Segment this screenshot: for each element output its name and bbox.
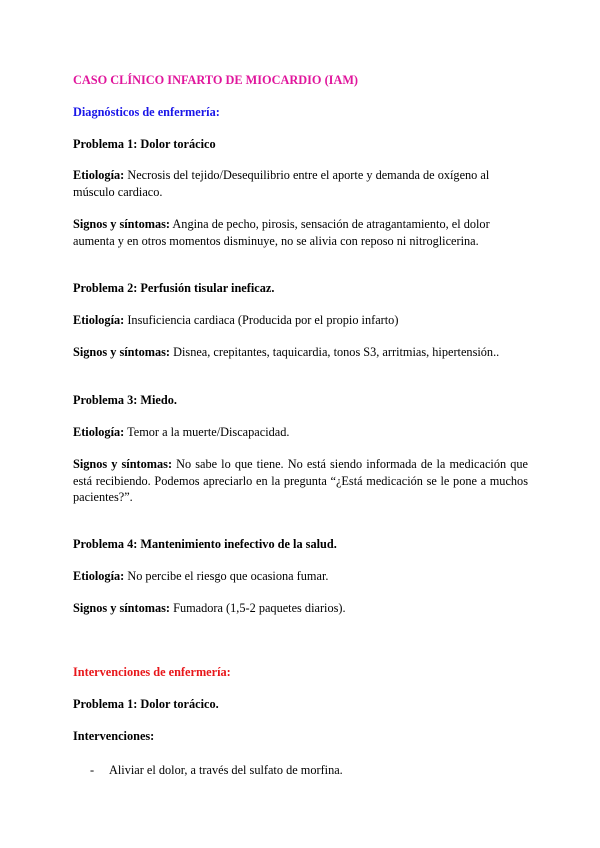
signos-label: Signos y síntomas: bbox=[73, 457, 173, 471]
problem-3-signos bbox=[73, 456, 528, 506]
signos-text: Disnea, crepitantes, taquicardia, tonos S3, arritmias, hipertensión.. bbox=[170, 345, 500, 359]
problem-4-signos bbox=[73, 600, 528, 617]
etiologia-label: Etiología: bbox=[73, 168, 125, 182]
etiologia-text: No percibe el riesgo que ocasiona fumar. bbox=[124, 569, 329, 583]
bullet-marker: - bbox=[90, 763, 95, 777]
signos-text: Angina de pecho, pirosis, sensación de atragantamiento, el dolor aumenta y en otros momentos disminuye, no se alivia con reposo ni nitroglicerina. bbox=[73, 217, 490, 248]
problem-4-etiologia bbox=[73, 568, 528, 585]
problem-4-title: Problema 4: Mantenimiento inefectivo de la salud. bbox=[73, 537, 337, 551]
diagnosticos-heading: Diagnósticos de enfermería: bbox=[73, 105, 220, 119]
problem-3-etiologia bbox=[73, 424, 528, 441]
problem-1-title: Problema 1: Dolor torácico bbox=[73, 137, 216, 151]
intervenciones-problem-1-title: Problema 1: Dolor torácico. bbox=[73, 697, 219, 711]
problem-2-signos bbox=[73, 344, 528, 361]
signos-label: Signos y síntomas: bbox=[73, 601, 171, 615]
etiologia-text: Necrosis del tejido/Desequilibrio entre el aporte y demanda de oxígeno al músculo cardiaco. bbox=[73, 168, 490, 199]
signos-label: Signos y síntomas: bbox=[73, 345, 171, 359]
problem-1-signos bbox=[73, 216, 528, 249]
etiologia-text: Temor a la muerte/Discapacidad. bbox=[124, 425, 290, 439]
list-item bbox=[90, 762, 530, 779]
document-title: CASO CLÍNICO INFARTO DE MIOCARDIO (IAM) bbox=[73, 73, 359, 87]
problem-2-etiologia bbox=[73, 312, 528, 329]
etiologia-label: Etiología: bbox=[73, 569, 125, 583]
etiologia-text: Insuficiencia cardiaca (Producida por el propio infarto) bbox=[124, 313, 399, 327]
signos-text: Fumadora (1,5-2 paquetes diarios). bbox=[170, 601, 346, 615]
list-item-text: Aliviar el dolor, a través del sulfato de morfina. bbox=[109, 763, 343, 777]
problem-1-etiologia bbox=[73, 167, 528, 200]
intervenciones-label: Intervenciones: bbox=[73, 729, 155, 743]
intervenciones-heading: Intervenciones de enfermería: bbox=[73, 665, 231, 679]
etiologia-label: Etiología: bbox=[73, 425, 125, 439]
problem-2-title: Problema 2: Perfusión tisular ineficaz. bbox=[73, 281, 275, 295]
signos-text: No sabe lo que tiene. No está siendo informada de la medicación que está recibiendo. Podemos apreciarlo en la pregunta “¿Está medicación se le pone a muchos pacientes?”. bbox=[73, 457, 528, 504]
signos-label: Signos y síntomas: bbox=[73, 217, 171, 231]
etiologia-label: Etiología: bbox=[73, 313, 125, 327]
problem-3-title: Problema 3: Miedo. bbox=[73, 393, 177, 407]
